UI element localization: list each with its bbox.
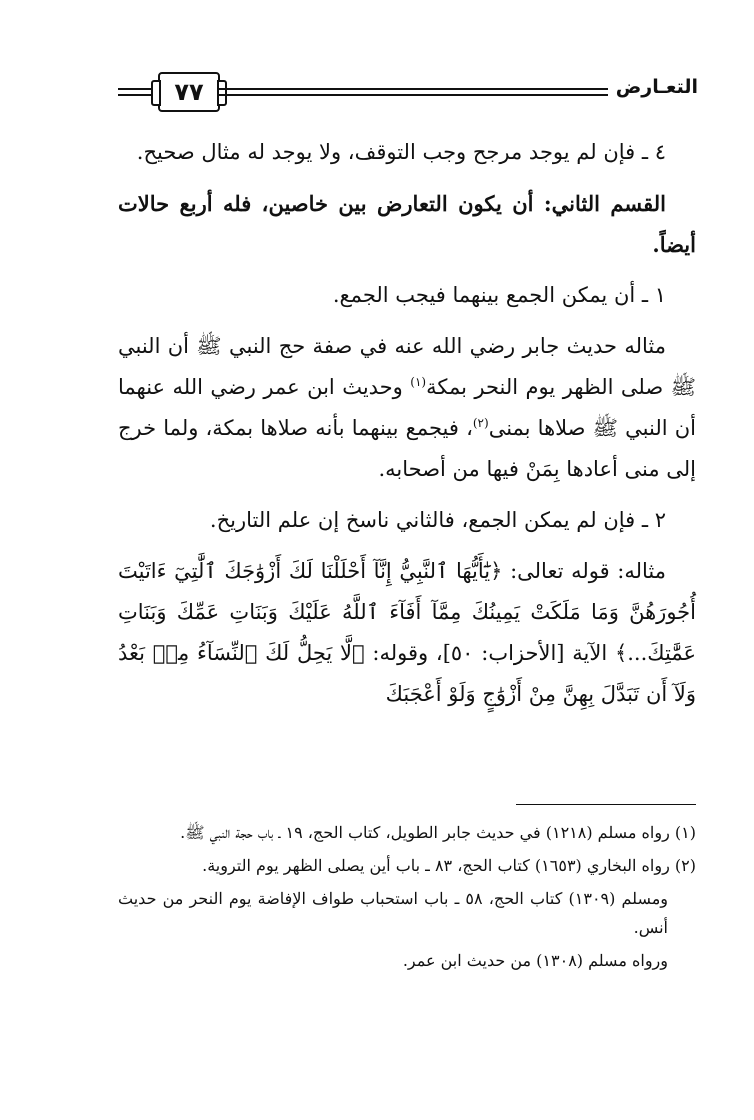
page-header (118, 72, 698, 114)
footnote-divider (516, 804, 696, 805)
paragraph-example-2 (118, 551, 696, 715)
page-number-box (158, 72, 220, 112)
page-number: ٧٧ (174, 78, 204, 106)
footnotes (118, 818, 696, 979)
header-rule-right (218, 88, 608, 90)
quran-verse-2: ﴿لَّا يَحِلُّ لَكَ ٱلنِّسَآءُ مِنۢ بَعْدُ وَلَآ أَن تَبَدَّلَ بِهِنَّ مِنْ أَزْوَٰجٍ وَلَوْ أَعْجَبَكَ (118, 641, 696, 706)
paragraph-case-2: ٢ ـ فإن لم يمكن الجمع، فالثاني ناسخ إن علم التاريخ. (209, 508, 666, 532)
example-1-part-b: وحديث ابن عمر رضي الله عنهما أن النبي ﷺ صلاها بمنى (118, 375, 696, 440)
footnote-1: (١) رواه مسلم (١٢١٨) في حديث جابر الطويل، كتاب الحج، ١٩ ـ باب حجة النبي ﷺ. (180, 823, 696, 842)
example-1-part-c: ، فيجمع بينهما بأنه صلاها بمكة، ولما خرج إلى منى أعادها بِمَنْ فيها من أصحابه. (118, 416, 696, 481)
footnote-ref-1: (١) (410, 375, 427, 389)
verse-reference: الآية [الأحزاب: ٥٠]، وقوله: (364, 641, 615, 665)
header-rule-right-lower (218, 94, 608, 96)
section-heading: القسم الثاني: أن يكون التعارض بين خاصين، فله أربع حالات أيضاً. (118, 191, 696, 257)
main-text (118, 132, 696, 715)
footnote-2-continuation-1: ومسلم (١٣٠٩) كتاب الحج، ٥٨ ـ باب استحباب طواف الإفاضة يوم النحر من حديث أنس. (118, 889, 669, 937)
footnote-2: (٢) رواه البخاري (١٦٥٣) كتاب الحج، ٨٣ ـ باب أين يصلى الظهر يوم التروية. (202, 856, 696, 875)
footnote-ref-2: (٢) (472, 416, 489, 430)
footnote-2-continuation-2: ورواه مسلم (١٣٠٨) من حديث ابن عمر. (402, 951, 668, 970)
paragraph-example-1 (118, 326, 696, 490)
quran-verse-1: مثاله: قوله تعالى: ﴿يَٰٓأَيُّهَا ٱلنَّبِيُّ إِنَّآ أَحْلَلْنَا لَكَ أَزْوَٰجَكَ ٱلَّٰتِيٓ ءَاتَيْتَ أُجُورَهُنَّ وَمَا مَلَكَتْ يَمِينُكَ مِمَّآ أَفَآءَ ٱللَّهُ عَلَيْكَ وَبَنَاتِ عَمِّكَ وَبَنَاتِ عَمَّٰتِكَ...﴾ (118, 559, 696, 665)
running-title: التعـارض (615, 76, 698, 98)
paragraph-1: ٤ ـ فإن لم يوجد مرجح وجب التوقف، ولا يوجد له مثال صحيح. (136, 140, 666, 164)
paragraph-case-1: ١ ـ أن يمكن الجمع بينهما فيجب الجمع. (332, 283, 666, 307)
example-1-part-a: مثاله حديث جابر رضي الله عنه في صفة حج النبي ﷺ أن النبي ﷺ صلى الظهر يوم النحر بمكة (118, 334, 696, 399)
